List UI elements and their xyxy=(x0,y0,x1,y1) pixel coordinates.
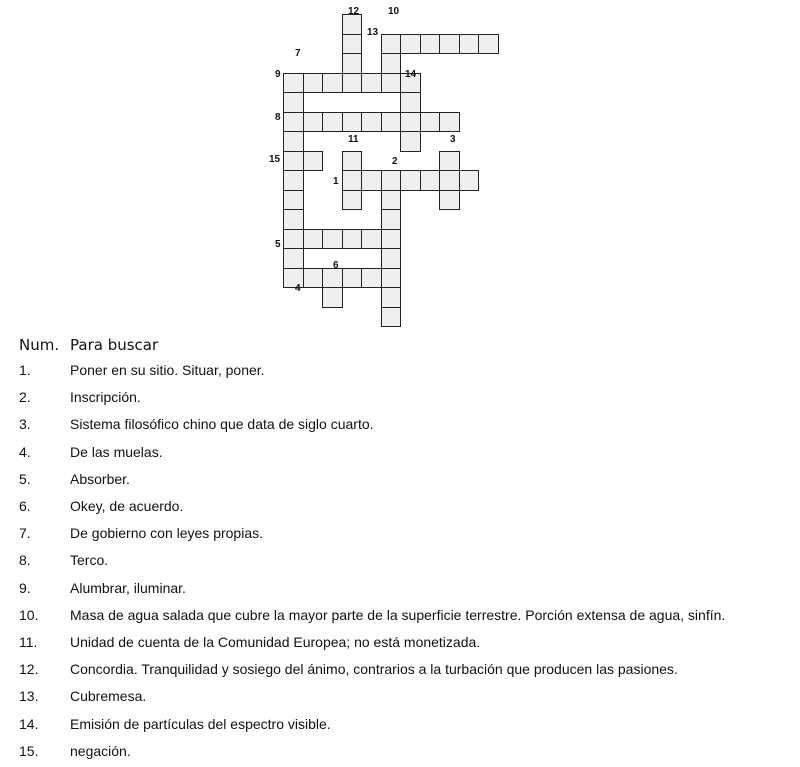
crossword-cell[interactable] xyxy=(342,53,363,74)
header-num: Num. xyxy=(19,336,60,354)
crossword-cell[interactable] xyxy=(283,131,304,152)
clue-number-label: 1 xyxy=(333,176,339,187)
clue-number: 3. xyxy=(19,416,31,433)
crossword-cell[interactable] xyxy=(342,112,363,133)
crossword-cell[interactable] xyxy=(361,268,382,289)
crossword-cell[interactable] xyxy=(381,287,402,308)
clue-number: 12. xyxy=(19,661,39,678)
crossword-cell[interactable] xyxy=(283,209,304,230)
crossword-cell[interactable] xyxy=(342,268,363,289)
crossword-cell[interactable] xyxy=(381,112,402,133)
crossword-cell[interactable] xyxy=(283,190,304,211)
crossword-cell[interactable] xyxy=(283,151,304,172)
crossword-cell[interactable] xyxy=(400,131,421,152)
clue-number-label: 6 xyxy=(333,260,339,271)
crossword-cell[interactable] xyxy=(342,73,363,94)
crossword-cell[interactable] xyxy=(400,112,421,133)
clue-text: Alumbrar, iluminar. xyxy=(70,579,186,596)
clue-text: Masa de agua salada que cubre la mayor parte de la superficie terrestre. Porción extensa de agua, sinfín. xyxy=(70,606,726,623)
crossword-cell[interactable] xyxy=(342,34,363,55)
crossword-cell[interactable] xyxy=(283,170,304,191)
crossword-cell[interactable] xyxy=(361,112,382,133)
clue-number-label: 15 xyxy=(269,154,281,165)
crossword-cell[interactable] xyxy=(381,248,402,269)
crossword-cell[interactable] xyxy=(381,73,402,94)
clue-text: De las muelas. xyxy=(70,443,163,460)
clue-text: Okey, de acuerdo. xyxy=(70,498,184,514)
clue-number: 13. xyxy=(19,688,39,705)
crossword-cell[interactable] xyxy=(322,112,343,133)
clue-text: Terco. xyxy=(70,552,109,569)
crossword-cell[interactable] xyxy=(381,190,402,211)
clue-text: negación. xyxy=(70,742,131,759)
crossword-cell[interactable] xyxy=(322,229,343,250)
crossword-cell[interactable] xyxy=(420,112,441,133)
clue-text: Inscripción. xyxy=(70,389,141,406)
clue-text: Concordia. Tranquilidad y sosiego del ánimo, contrarios a la turbación que producen las pasiones. xyxy=(70,661,678,678)
clue-number: 2. xyxy=(19,389,31,406)
crossword-cell[interactable] xyxy=(381,229,402,250)
clue-text: Cubremesa. xyxy=(70,688,147,705)
crossword-cell[interactable] xyxy=(478,34,499,55)
clue-number-label: 3 xyxy=(450,134,456,145)
crossword-cell[interactable] xyxy=(322,73,343,94)
crossword-cell[interactable] xyxy=(283,73,304,94)
crossword-cell[interactable] xyxy=(303,151,324,172)
crossword-cell[interactable] xyxy=(381,53,402,74)
crossword-cell[interactable] xyxy=(283,112,304,133)
crossword-cell[interactable] xyxy=(283,92,304,113)
clue-number: 14. xyxy=(19,715,39,732)
crossword-cell[interactable] xyxy=(381,268,402,289)
clue-number: 9. xyxy=(19,579,31,596)
crossword-cell[interactable] xyxy=(322,287,343,308)
clue-number-label: 2 xyxy=(392,156,398,167)
clue-number-label: 8 xyxy=(275,112,281,123)
clue-number: 4. xyxy=(19,443,31,460)
clue-number-label: 7 xyxy=(295,48,301,59)
crossword-cell[interactable] xyxy=(420,34,441,55)
clue-text: Unidad de cuenta de la Comunidad Europea; no está monetizada. xyxy=(70,634,481,650)
clue-number-label: 14 xyxy=(405,69,417,80)
crossword-cell[interactable] xyxy=(381,170,402,191)
clue-number: 7. xyxy=(19,525,31,542)
crossword-cell[interactable] xyxy=(400,170,421,191)
crossword-cell[interactable] xyxy=(400,92,421,113)
clue-text: Poner en su sitio. Situar, poner. xyxy=(70,362,265,378)
clue-number: 5. xyxy=(19,470,31,487)
crossword-cell[interactable] xyxy=(439,151,460,172)
crossword-cell[interactable] xyxy=(361,73,382,94)
crossword-cell[interactable] xyxy=(381,34,402,55)
crossword-cell[interactable] xyxy=(459,170,480,191)
clue-number: 6. xyxy=(19,498,31,514)
clue-number-label: 9 xyxy=(275,69,281,80)
crossword-cell[interactable] xyxy=(420,170,441,191)
crossword-cell[interactable] xyxy=(303,268,324,289)
clue-number-label: 13 xyxy=(367,27,379,38)
clue-text: Sistema filosófico chino que data de siglo cuarto. xyxy=(70,416,374,433)
crossword-cell[interactable] xyxy=(283,229,304,250)
clue-text: De gobierno con leyes propias. xyxy=(70,525,264,542)
crossword-cell[interactable] xyxy=(381,307,402,328)
crossword-cell[interactable] xyxy=(342,170,363,191)
clue-number-label: 5 xyxy=(275,239,281,250)
crossword-cell[interactable] xyxy=(439,170,460,191)
crossword-cell[interactable] xyxy=(439,190,460,211)
crossword-cell[interactable] xyxy=(342,229,363,250)
clue-number: 11. xyxy=(19,634,38,650)
crossword-cell[interactable] xyxy=(303,229,324,250)
header-para-buscar: Para buscar xyxy=(70,336,159,354)
crossword-cell[interactable] xyxy=(400,34,421,55)
crossword-cell[interactable] xyxy=(361,170,382,191)
crossword-cell[interactable] xyxy=(342,190,363,211)
clue-number: 15. xyxy=(19,742,39,759)
crossword-cell[interactable] xyxy=(303,73,324,94)
crossword-cell[interactable] xyxy=(303,112,324,133)
clue-number: 1. xyxy=(19,362,31,378)
clue-number: 8. xyxy=(19,552,31,569)
crossword-cell[interactable] xyxy=(439,112,460,133)
clue-number: 10. xyxy=(19,606,39,623)
clue-number-label: 11 xyxy=(348,134,359,145)
clue-number-label: 12 xyxy=(348,6,360,17)
clue-number-label: 10 xyxy=(388,6,400,17)
crossword-cell[interactable] xyxy=(283,248,304,269)
clue-text: Emisión de partículas del espectro visible. xyxy=(70,715,331,732)
crossword-grid xyxy=(0,0,800,320)
crossword-cell[interactable] xyxy=(342,14,363,35)
crossword-cell[interactable] xyxy=(381,209,402,230)
clue-text: Absorber. xyxy=(70,470,130,487)
crossword-cell[interactable] xyxy=(342,151,363,172)
crossword-cell[interactable] xyxy=(459,34,480,55)
clue-number-label: 4 xyxy=(295,283,301,294)
crossword-cell[interactable] xyxy=(439,34,460,55)
crossword-cell[interactable] xyxy=(361,229,382,250)
